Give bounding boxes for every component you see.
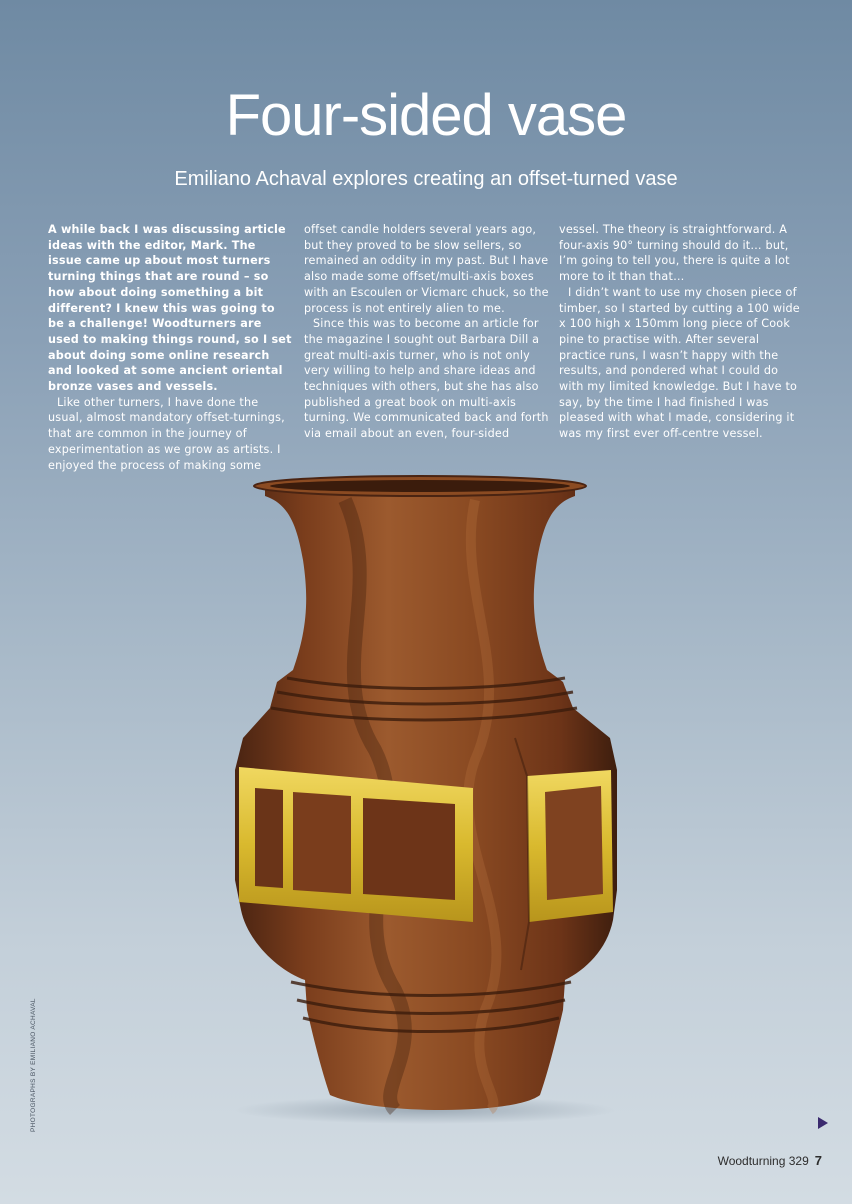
gold-leaf-panel-front — [239, 767, 473, 922]
page-number: 7 — [814, 1153, 822, 1168]
lead-paragraph: A while back I was discussing article ideas with the editor, Mark. The issue came up about most turners turning things that are round – so how about doing something a bit different? I knew this was going to be a challenge! Woodturners are used to making things round, so I set about doing some online research and looked at some ancient oriental bronze vases and vessels. — [48, 223, 292, 394]
body-paragraph: vessel. The theory is straightforward. A four-axis 90° turning should do it… but, I’m going to tell you, there is quite a lot more to it than that… — [559, 223, 790, 284]
magazine-issue: Woodturning 329 — [717, 1154, 809, 1168]
vase-mouth — [270, 480, 570, 492]
photo-credit: PHOTOGRAPHS BY EMILIANO ACHAVAL — [30, 998, 37, 1132]
body-paragraph: I didn’t want to use my chosen piece of timber, so I started by cutting a 100 wide x 100 high x 150mm long piece of Cook pine to practise with. After several practice runs, I wasn’t happy with the results, and pondered what I could do with my limited knowledge. But I have to say, by the time I had finished I was pleased with what I made, considering it was my first ever off-centre vessel. — [559, 285, 800, 441]
gold-leaf-panel-side — [527, 770, 613, 922]
text-column-3 — [559, 222, 804, 442]
body-paragraph: Since this was to become an article for the magazine I sought out Barbara Dill a great multi-axis turner, who is not only very willing to help and share ideas and techniques with others, but she has also published a great book on multi-axis turning. We communicated back and forth via email about an even, four-sided — [304, 317, 549, 441]
body-paragraph: Like other turners, I have done the usual, almost mandatory offset-turnings, that are common in the journey of experimentation as we grow as artists. I enjoyed the process of making some — [48, 395, 285, 472]
body-paragraph: offset candle holders several years ago, but they proved to be slow sellers, so remained an oddity in my past. But I have also made some offset/multi-axis boxes with an Escoulen or Vicmarc chuck, so the process is not entirely alien to me. — [304, 223, 549, 315]
text-column-1 — [48, 222, 293, 473]
page-footer — [718, 1153, 822, 1168]
article-title: Four-sided vase — [225, 83, 627, 148]
continue-arrow-icon — [818, 1117, 828, 1129]
article-standfirst: Emiliano Achaval explores creating an offset-turned vase — [174, 168, 678, 190]
vase-photo — [225, 470, 625, 1125]
text-column-2 — [304, 222, 549, 442]
